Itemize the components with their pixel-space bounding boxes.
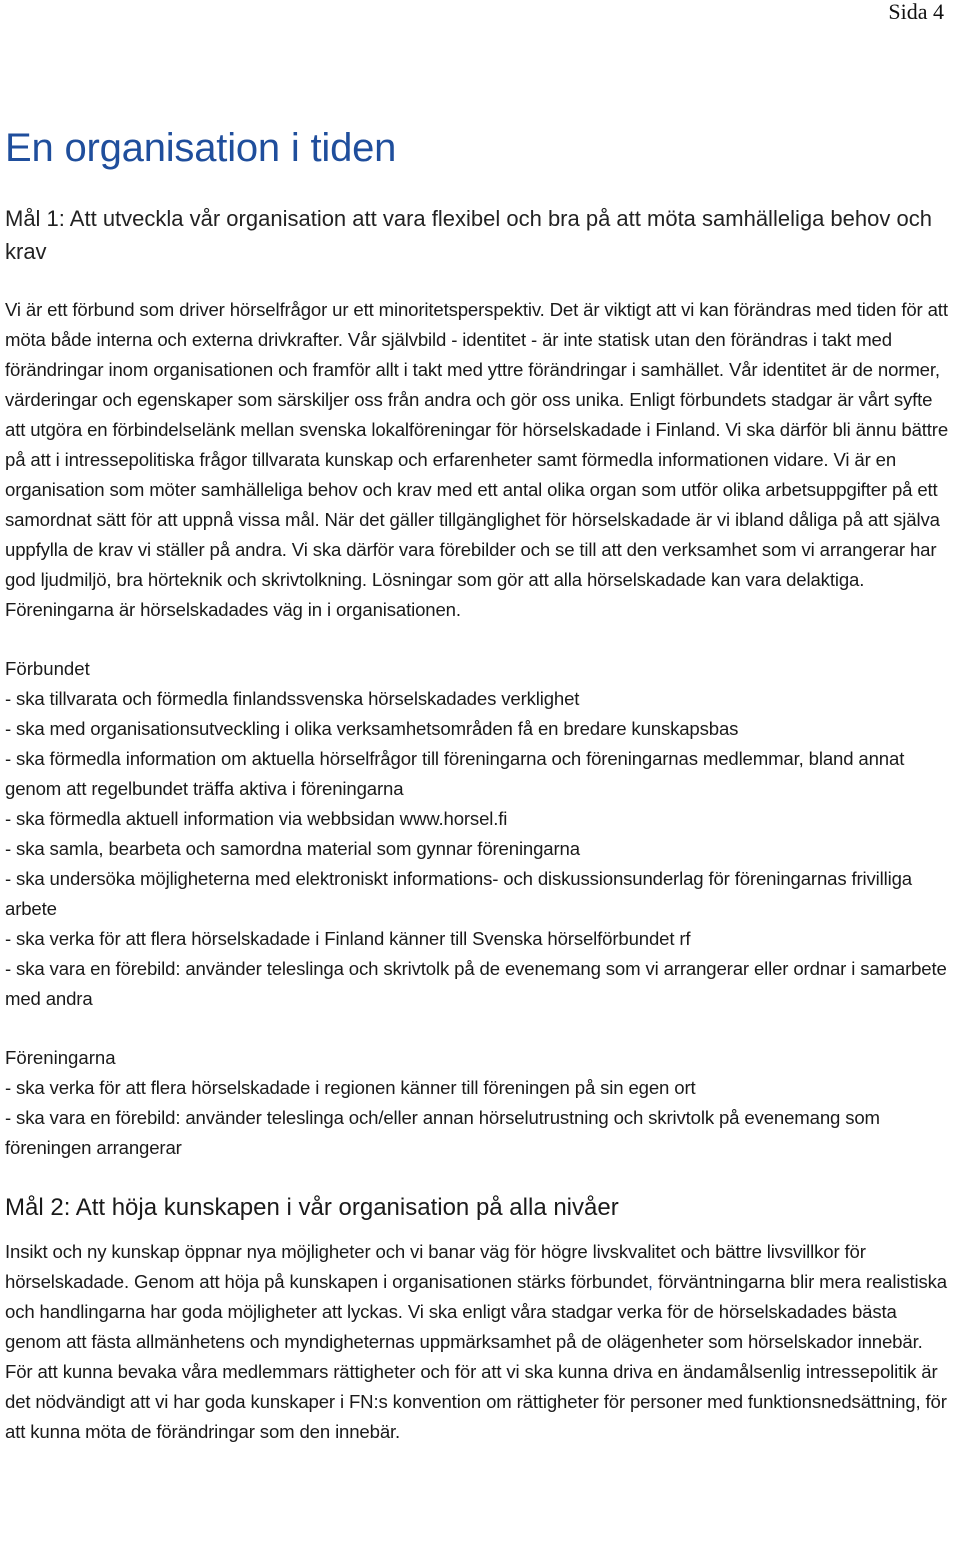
document-body bbox=[5, 124, 955, 1447]
foreningarna-list bbox=[5, 1073, 955, 1163]
list-item: - ska förmedla aktuell information via webbsidan www.horsel.fi bbox=[5, 808, 508, 829]
goal-2-text-part-2: förväntningarna blir mera realistiska och handlingarna har goda möjligheter att lyckas. Vi ska enligt våra stadgar verka för de hörselskadades bästa genom att fästa allmänhetens och myndigheternas uppmärksamhet på de olägenheter som hörselskador innebär. För att kunna bevaka våra medlemmars rättigheter och för att vi ska kunna driva en ändamålsenlig intressepolitik är det nödvändigt att vi har goda kunskaper i FN:s konvention om rättigheter för personer med funktionsnedsättning, för att kunna möta de förändringar som den innebär. bbox=[5, 1271, 947, 1442]
goal-2-text-part-1: Insikt och ny kunskap öppnar nya möjligheter och vi banar väg för högre livskvalitet och bättre livsvillkor för hörselskadade. Genom att höja på kunskapen i organisationen stärks förbundet bbox=[5, 1241, 866, 1292]
list-item: - ska undersöka möjligheterna med elektroniskt informations- och diskussionsunderlag för föreningarnas frivilliga arbete bbox=[5, 868, 912, 919]
forbundet-list bbox=[5, 684, 955, 1014]
page-number: Sida 4 bbox=[888, 0, 944, 24]
list-item: - ska vara en förebild: använder teleslinga och/eller annan hörselutrustning och skrivtolk på evenemang som föreningen arrangerar bbox=[5, 1107, 880, 1158]
list-item: - ska verka för att flera hörselskadade i Finland känner till Svenska hörselförbundet rf bbox=[5, 928, 691, 949]
list-item: - ska vara en förebild: använder teleslinga och skrivtolk på de evenemang som vi arrangerar eller ordnar i samarbete med andra bbox=[5, 958, 947, 1009]
list-item: - ska verka för att flera hörselskadade i regionen känner till föreningen på sin egen ort bbox=[5, 1077, 696, 1098]
foreningarna-label: Föreningarna bbox=[5, 1047, 116, 1068]
page-title: En organisation i tiden bbox=[5, 126, 397, 170]
list-item: - ska förmedla information om aktuella hörselfrågor till föreningarna och föreningarnas medlemmar, bland annat genom att regelbundet träffa aktiva i föreningarna bbox=[5, 748, 905, 799]
goal-2-heading: Mål 2: Att höja kunskapen i vår organisation på alla nivåer bbox=[5, 1194, 619, 1221]
goal-1-heading: Mål 1: Att utveckla vår organisation att vara flexibel och bra på att möta samhälleliga behov och krav bbox=[5, 206, 932, 264]
list-item: - ska samla, bearbeta och samordna material som gynnar föreningarna bbox=[5, 838, 580, 859]
goal-1-paragraph: Vi är ett förbund som driver hörselfrågor ur ett minoritetsperspektiv. Det är viktigt att vi kan förändras med tiden för att möta både interna och externa drivkrafter. Vår självbild - identitet - är inte statisk utan den förändras i takt med förändringar inom organisationen och framför allt i takt med yttre förändringar i samhället. Vår identitet är de normer, värderingar och egenskaper som särskiljer oss från andra och gör oss unika. Enligt förbundets stadgar är vårt syfte att utgöra en förbindelselänk mellan svenska lokalföreningar för hörselskadade i Finland. Vi ska därför bli ännu bättre på att i intressepolitiska frågor tillvarata kunskap och erfarenheter samt förmedla informationen vidare. Vi är en organisation som möter samhälleliga behov och krav med ett antal olika organ som utför olika arbetsuppgifter på ett samordnat sätt för att uppnå vissa mål. När det gäller tillgänglighet för hörselskadade är vi ibland dåliga på att själva uppfylla de krav vi ställer på andra. Vi ska därför vara förebilder och se till att den verksamhet som vi arrangerar har god ljudmiljö, bra hörteknik och skrivtolkning. Lösningar som gör att alla hörselskadade kan vara delaktiga. Föreningarna är hörselskadades väg in i organisationen. bbox=[5, 299, 949, 620]
goal-2-paragraph bbox=[5, 1237, 955, 1447]
list-item: - ska med organisationsutveckling i olika verksamhetsområden få en bredare kunskapsbas bbox=[5, 718, 739, 739]
list-item: - ska tillvarata och förmedla finlandssvenska hörselskadades verklighet bbox=[5, 688, 580, 709]
goal-2-accent-comma: , bbox=[647, 1271, 653, 1292]
forbundet-label: Förbundet bbox=[5, 658, 90, 679]
